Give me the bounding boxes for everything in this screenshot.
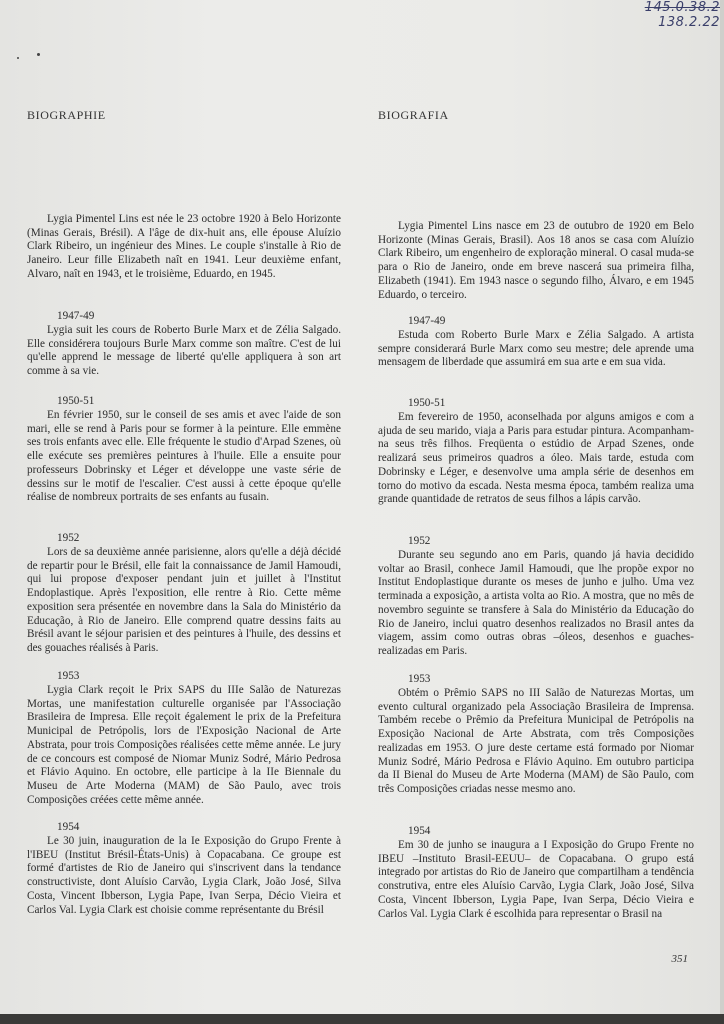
- page-edge-bottom: [0, 1014, 724, 1024]
- right-paragraph-1953: Obtém o Prêmio SAPS no III Salão de Naturezas Mortas, um evento cultural organizado pela Associação Brasileira de Imprensa. Também recebe o Prêmio da Prefeitura Municipal de Petrópolis na Exposição Nacional de Arte Abstrata, com três Composições realizadas em 1953. O jure deste certame está formado por Niomar Muniz Sodré, Mário Pedrosa e Flávio Aquino. Em outubro participa da II Bienal do Museu de Arte Moderna (MAM) de São Paulo, com três Composições criadas nesse mesmo ano.: [378, 687, 694, 795]
- right-year-1950: 1950-51: [408, 397, 446, 409]
- right-paragraph-1947: Estuda com Roberto Burle Marx e Zélia Salgado. A artista sempre considerará Burle Marx como seu mestre; dele aprende uma mensagem de liberdade que assumirá em sua arte e em sua vida.: [378, 329, 694, 369]
- left-intro: Lygia Pimentel Lins est née le 23 octobre 1920 à Belo Horizonte (Minas Gerais, Brésil). A l'âge de dix-huit ans, elle épouse Aluízio Clark Ribeiro, un ingénieur des Mines. Le couple s'installe à Rio de Janeiro. Leur fille Elizabeth naît en 1941. Leur deuxième enfant, Alvaro, naît en 1943, et le troisième, Eduardo, en 1945.: [27, 213, 341, 280]
- left-paragraph-1953: Lygia Clark reçoit le Prix SAPS du IIIe Salão de Naturezas Mortas, une manifestation culturelle organisée par l'Associação Brasileira de Impresa. Elle reçoit également le prix de la Prefeitura Municipal de Petrópolis, lors de l'Exposição Nacional de Arte Abstrata, pour trois Composições réalisées cette même année. Le jury de ce concours est composé de Niomar Muniz Sodré, Mário Pedrosa et Flávio Aquino. En octobre, elle participe à la IIe Biennale du Museu de Arte Moderna (MAM) de São Paulo, avec trois Composições créées cette même année.: [27, 684, 341, 806]
- right-paragraph-1952: Durante seu segundo ano em Paris, quando já havia decidido voltar ao Brasil, conhece Jamil Hamoudi, que lhe propõe expor no Institut Endoplastique durante os meses de junho e julho. Uma vez terminada a exposição, a artista volta ao Rio. A mostra, que no mês de novembro seguinte se transfere à Sala do Ministério da Educação do Rio de Janeiro, inclui quatro desenhos realizados no Brasil antes da viagem, assim como outras obras –óleos, desenhos e guaches- realizadas em Paris.: [378, 549, 694, 657]
- right-heading: BIOGRAFIA: [378, 108, 449, 122]
- left-year-1954: 1954: [57, 821, 80, 833]
- left-paragraph-1952: Lors de sa deuxième année parisienne, alors qu'elle a déjà décidé de repartir pour le Brésil, elle fait la connaissance de Jamil Hamoudi, qui lui propose d'exposer pendant juin et juillet à l'Institut Endoplastique. Après l'exposition, elle rentre à Rio. Cette même exposition sera présentée en novembre dans la Sala do Ministério da Educação, à Rio de Janeiro. Elle comprend quatre dessins faits au Brésil avant le séjour parisien et des peintures à l'huile, des dessins et des gouaches réalisés à Paris.: [27, 546, 341, 654]
- left-column: [27, 0, 341, 1024]
- left-paragraph-1947: Lygia suit les cours de Roberto Burle Marx et de Zélia Salgado. Elle considérera toujours Burle Marx comme son maître. C'est de lui qu'elle apprend le message de liberté qu'elle appliquera à son art comme à sa vie.: [27, 324, 341, 378]
- left-year-1947: 1947-49: [57, 310, 95, 322]
- left-heading: BIOGRAPHIE: [27, 108, 106, 122]
- right-year-1953: 1953: [408, 673, 431, 685]
- right-intro: Lygia Pimentel Lins nasce em 23 de outubro de 1920 em Belo Horizonte (Minas Gerais, Brasil). Aos 18 anos se casa com Aluízio Clark Ribeiro, um engenheiro de exploração mineral. O casal muda-se para o Rio de Janeiro, onde em breve nascerá sua primeira filha, Elizabeth (1941). Em 1943 nasce o segundo filho, Álvaro, e em 1945 Eduardo, o terceiro.: [378, 220, 694, 301]
- left-year-1952: 1952: [57, 532, 80, 544]
- page-edge-right: [720, 0, 724, 1024]
- right-paragraph-1950: Em fevereiro de 1950, aconselhada por alguns amigos e com a ajuda de seu marido, viaja a Paris para estudar pintura. Acompanham-na seus três filhos. Freqüenta o estúdio de Arpad Szenes, onde realizará seus primeiros quadros a óleo. Mais tarde, estuda com Dobrinsky e Léger, e desenvolve uma ampla série de desenhos em torno do motivo da escada. Nesta mesma época, também realiza uma grande quantidade de retratos de seus filhos a lápis carvão.: [378, 411, 694, 506]
- left-paragraph-1954: Le 30 juin, inauguration de la Ie Exposição do Grupo Frente à l'IBEU (Institut Brésil-États-Unis) à Copacabana. Ce groupe est formé d'artistes de Rio de Janeiro qui s'inscrivent dans la tendance constructiviste, dont Aluísio Carvão, Lygia Clark, João José, Silva Costa, Vincent Ibberson, Lygia Pape, Ivan Serpa, Décio Vieira et Carlos Val. Lygia Clark est choisie comme représentante du Brésil: [27, 835, 341, 916]
- right-year-1952: 1952: [408, 535, 431, 547]
- ink-speck: [17, 57, 19, 59]
- left-year-1953: 1953: [57, 670, 80, 682]
- right-year-1954: 1954: [408, 825, 431, 837]
- right-paragraph-1954: Em 30 de junho se inaugura a I Exposição do Grupo Frente no IBEU –Instituto Brasil-EEUU– de Copacabana. O grupo está integrado por artistas do Rio de Janeiro que compartilham a tendência construtiva, entre eles Aluísio Carvão, Lygia Clark, João José, Silva Costa, Vincent Ibberson, Lygia Pape, Ivan Serpa, Décio Vieira e Carlos Val. Lygia Clark é escolhida para representar o Brasil na: [378, 839, 694, 920]
- archive-ref-line-1: 145.0.38.2: [644, 0, 720, 15]
- right-year-1947: 1947-49: [408, 315, 446, 327]
- archive-ref-line-2: 138.2.22: [658, 15, 720, 30]
- left-year-1950: 1950-51: [57, 395, 95, 407]
- left-paragraph-1950: En février 1950, sur le conseil de ses amis et avec l'aide de son mari, elle se rend à Paris pour se former à la peinture. Elle emmène ses trois enfants avec elle. Elle fréquente le studio d'Arpad Szenes, où elle exécute ses premières peintures à l'huile. Elle a ensuite pour professeurs Dobrinsky et Léger et développe une vaste série de dessins sur le motif de l'escalier. C'est aussi à cette époque qu'elle réalise de nombreux portraits de ses enfants au fusain.: [27, 409, 341, 504]
- page-number: 351: [671, 953, 688, 965]
- right-column: [378, 0, 694, 1024]
